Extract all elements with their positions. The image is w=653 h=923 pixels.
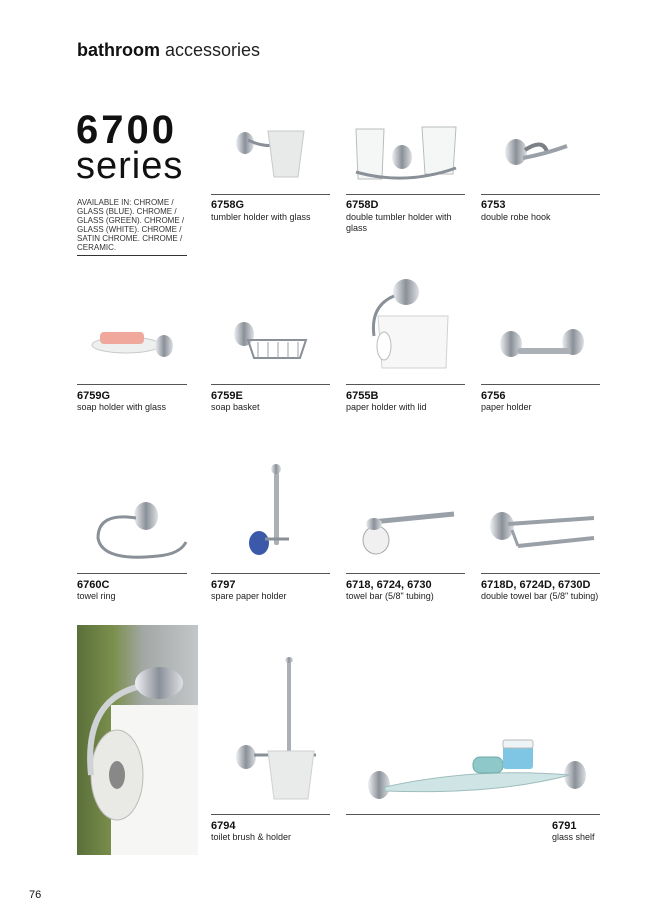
double-towel-bar-icon xyxy=(488,508,598,558)
product-code: 6718, 6724, 6730 xyxy=(346,579,432,591)
product-desc: soap basket xyxy=(211,402,260,412)
product-desc: tumbler holder with glass xyxy=(211,212,311,222)
soap-basket-icon xyxy=(228,318,318,363)
spare-paper-holder-icon xyxy=(245,463,300,563)
divider xyxy=(77,384,187,385)
divider xyxy=(346,384,465,385)
divider xyxy=(211,573,330,574)
product-code: 6758G xyxy=(211,199,245,211)
robe-hook-icon xyxy=(495,132,575,177)
product-code: 6794 xyxy=(211,820,236,832)
tumbler-holder-icon xyxy=(228,122,318,192)
product-desc: towel bar (5/8" tubing) xyxy=(346,591,434,601)
product-desc: towel ring xyxy=(77,591,116,601)
paper-holder-lid-icon xyxy=(368,276,456,374)
towel-bar-icon xyxy=(360,508,460,558)
divider xyxy=(211,194,330,195)
divider xyxy=(346,194,465,195)
product-code: 6791 xyxy=(552,820,577,832)
product-code: 6753 xyxy=(481,199,506,211)
product-code: 6718D, 6724D, 6730D xyxy=(481,579,591,591)
paper-roll-icon xyxy=(77,625,198,855)
divider xyxy=(346,573,465,574)
product-desc: spare paper holder xyxy=(211,591,287,601)
product-code: 6759E xyxy=(211,390,243,402)
header-bold: bathroom xyxy=(77,40,160,60)
product-code: 6760C xyxy=(77,579,110,591)
product-code: 6756 xyxy=(481,390,506,402)
product-code: 6755B xyxy=(346,390,379,402)
product-code: 6759G xyxy=(77,390,111,402)
product-desc: double robe hook xyxy=(481,212,551,222)
paper-holder-icon xyxy=(497,328,593,363)
divider xyxy=(481,384,600,385)
section-header xyxy=(77,40,260,61)
double-tumbler-holder-icon xyxy=(350,124,465,192)
divider xyxy=(346,814,600,815)
product-desc: paper holder xyxy=(481,402,532,412)
product-code: 6758D xyxy=(346,199,379,211)
series-number: 6700 xyxy=(76,108,177,152)
product-desc: toilet brush & holder xyxy=(211,832,292,842)
series-title: series xyxy=(76,145,184,187)
towel-ring-icon xyxy=(88,498,188,566)
divider xyxy=(481,194,600,195)
divider xyxy=(211,814,330,815)
page-number: 76 xyxy=(29,889,42,901)
divider xyxy=(481,573,600,574)
product-desc: paper holder with lid xyxy=(346,402,427,412)
product-desc: glass shelf xyxy=(552,832,595,842)
header-light: accessories xyxy=(165,40,261,60)
soap-holder-icon xyxy=(88,328,178,368)
toilet-brush-icon xyxy=(232,657,322,802)
availability-note: AVAILABLE IN: CHROME / GLASS (BLUE). CHROME / GLASS (GREEN). CHROME / GLASS (WHITE). CHROME / SATIN CHROME. CHROME / CERAMIC. xyxy=(77,198,187,256)
product-code: 6797 xyxy=(211,579,236,591)
product-desc: soap holder with glass xyxy=(77,402,167,412)
product-desc: double towel bar (5/8" tubing) xyxy=(481,591,599,601)
glass-shelf-icon xyxy=(365,735,590,805)
product-desc: double tumbler holder with glass xyxy=(346,212,452,233)
product-photo xyxy=(77,625,198,855)
divider xyxy=(77,573,187,574)
divider xyxy=(211,384,330,385)
